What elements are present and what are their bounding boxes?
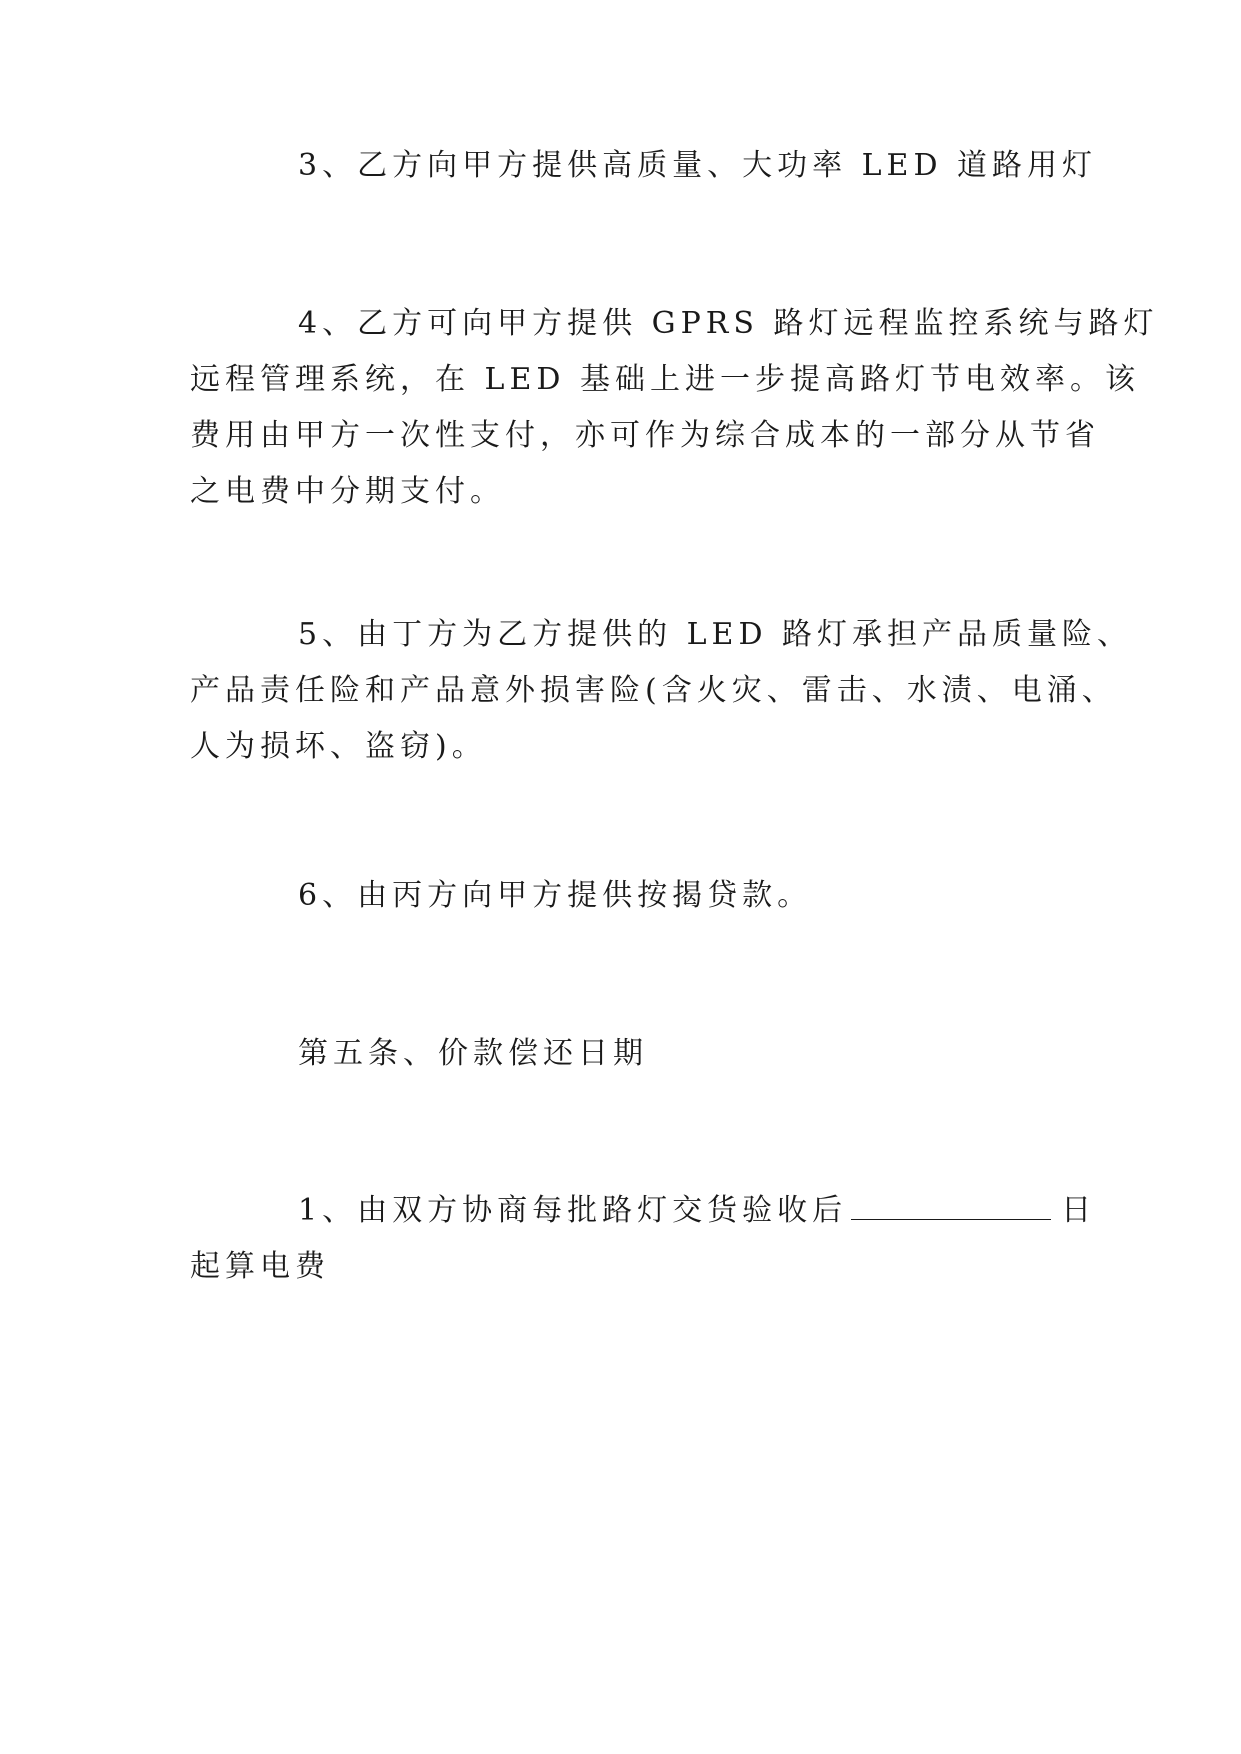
paragraph-line: 人为损坏、盗窃)。: [190, 729, 487, 764]
paragraph-line: 3、乙方向甲方提供高质量、大功率 LED 道路用灯: [298, 148, 1098, 183]
paragraph-line: 起算电费: [190, 1249, 330, 1284]
paragraph-line: 4、乙方可向甲方提供 GPRS 路灯远程监控系统与路灯: [298, 306, 1159, 341]
section-heading: 第五条、价款偿还日期: [298, 1036, 648, 1071]
paragraph-line: [190, 1183, 1097, 1239]
fill-in-blank: [851, 1189, 1051, 1220]
paragraph-line: 产品责任险和产品意外损害险(含火灾、雷击、水渍、电涌、: [190, 673, 1117, 708]
paragraph-line: 5、由丁方为乙方提供的 LED 路灯承担产品质量险、: [298, 617, 1133, 652]
line-text-before-blank: 1、由双方协商每批路灯交货验收后: [298, 1193, 848, 1228]
paragraph-line: 远程管理系统，在 LED 基础上进一步提高路灯节电效率。该: [190, 362, 1140, 397]
paragraph-item-3: [190, 138, 1098, 194]
paragraph-article-5-item-1: [190, 1183, 1097, 1295]
paragraph-item-5: [190, 607, 1133, 775]
article-5-heading: [190, 1026, 1070, 1082]
paragraph-line: 之电费中分期支付。: [190, 474, 505, 509]
paragraph-item-6: [190, 868, 1070, 924]
line-text-after-blank: 日: [1061, 1193, 1097, 1228]
paragraph-item-4: [190, 296, 1159, 520]
paragraph-line: 费用由甲方一次性支付，亦可作为综合成本的一部分从节省: [190, 418, 1100, 453]
paragraph-line: 6、由丙方向甲方提供按揭贷款。: [298, 878, 813, 913]
